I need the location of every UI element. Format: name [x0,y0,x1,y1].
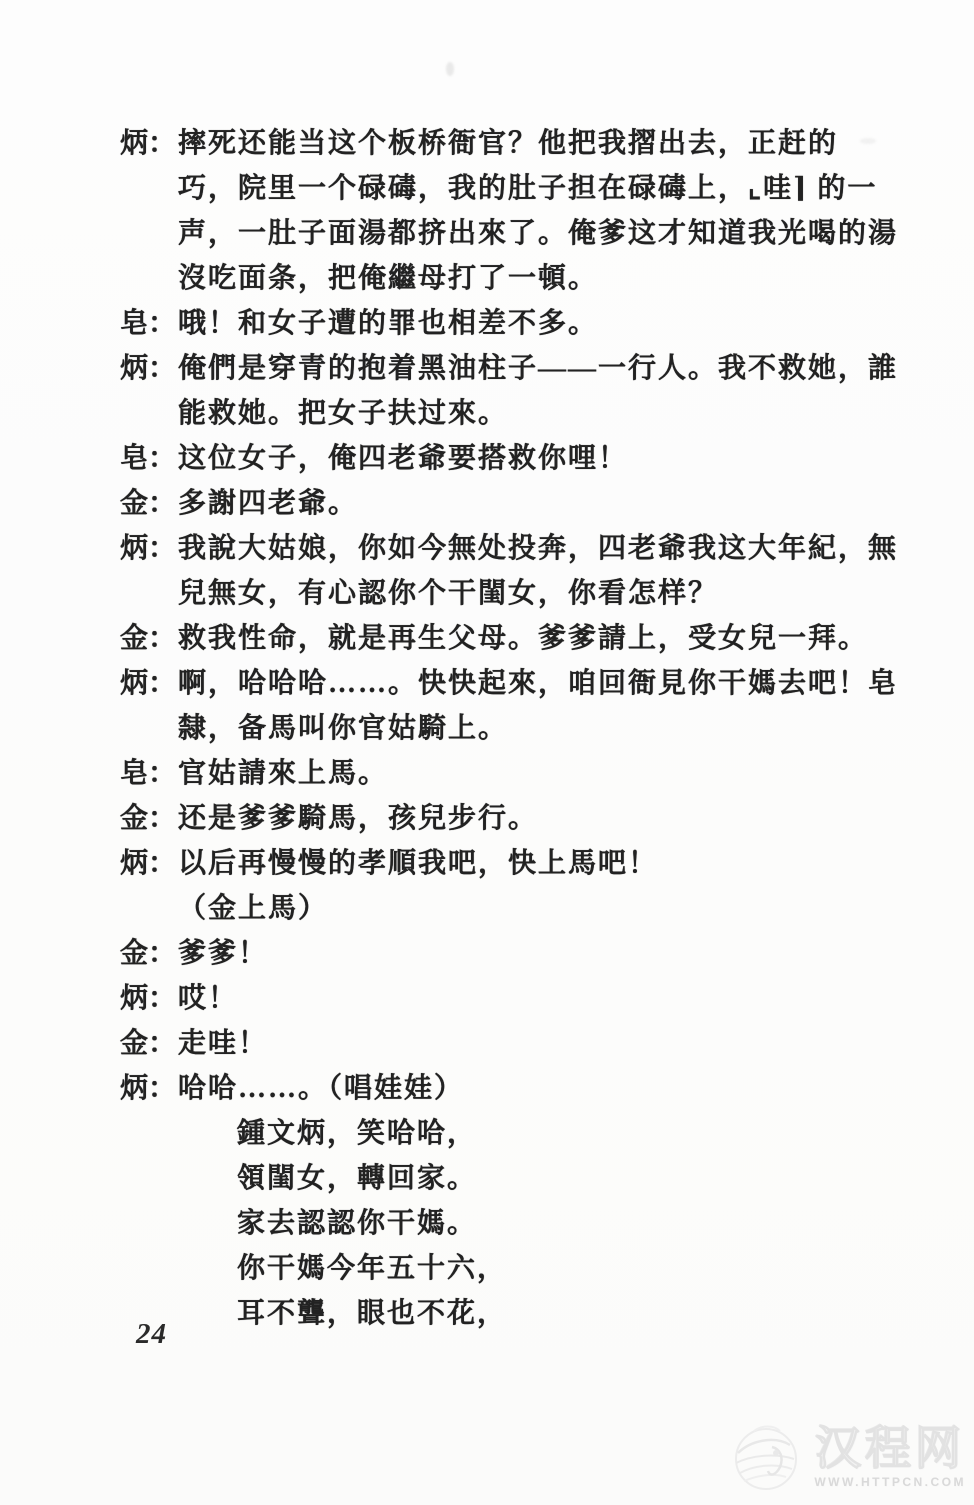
speaker-label: 金： [120,803,177,834]
dialogue-text: 我說大姑娘，你如今無处投奔，四老爺我这大年紀，無 [178,533,899,564]
hancheng-logo-icon [724,1419,810,1495]
speaker-label: 皂： [120,308,177,339]
dialogue-text: 以后再慢慢的孝順我吧，快上馬吧！ [178,848,659,879]
dialogue-text: 摔死还能当这个板桥衙官？他把我摺出去，正赶的 [178,128,839,159]
dialogue-text: 哈哈……。（唱娃娃） [178,1073,465,1104]
dialogue-line [0,1066,974,1111]
dialogue-line [0,301,974,346]
dialogue-line [0,211,974,256]
dialogue-line [0,796,974,841]
speaker-label: 金： [120,938,177,969]
dialogue-text: 俺們是穿青的抱着黑油柱子——一行人。我不救她，誰 [178,353,899,384]
script-body [0,121,974,1336]
dialogue-text: 救我性命，就是再生父母。爹爹請上，受女兒一拜。 [178,623,869,654]
dialogue-text: 这位女子，俺四老爺要搭救你哩！ [178,443,629,474]
speaker-label: 炳： [120,668,177,699]
dialogue-text: 隸，备馬叫你官姑騎上。 [178,713,509,744]
dialogue-text: 声，一肚子面湯都挤出來了。俺爹这才知道我光喝的湯 [178,218,899,249]
dialogue-text: 爹爹！ [178,938,269,969]
speaker-label: 金： [120,488,177,519]
scan-speck [446,62,454,76]
speaker-label: 炳： [120,353,177,384]
stage-direction [0,886,974,931]
song-line [0,1201,974,1246]
speaker-label: 炳： [120,128,177,159]
speaker-label: 皂： [120,758,177,789]
dialogue-line [0,571,974,616]
song-line [0,1111,974,1156]
dialogue-text: 走哇！ [178,1028,269,1059]
dialogue-line [0,166,974,211]
speaker-label: 炳： [120,1073,177,1104]
dialogue-text: 哦！和女子遭的罪也相差不多。 [178,308,599,339]
dialogue-line [0,706,974,751]
speaker-label: 金： [120,1028,177,1059]
dialogue-line [0,121,974,166]
dialogue-line [0,841,974,886]
dialogue-text: 能救她。把女子扶过來。 [178,398,509,429]
dialogue-text: 啊，哈哈哈……。快快起來，咱回衙見你干媽去吧！皂 [178,668,899,699]
dialogue-line [0,616,974,661]
dialogue-line [0,931,974,976]
watermark [724,1419,966,1495]
dialogue-line [0,391,974,436]
dialogue-text: 多謝四老爺。 [178,488,359,519]
song-line [0,1156,974,1201]
song-text: 領閨女，轉回家。 [237,1163,478,1194]
dialogue-line [0,346,974,391]
watermark-url: WWW.HTTPCN.COM [814,1475,966,1489]
page-number: 24 [136,1318,167,1350]
stage-direction-text: （金上馬） [178,893,329,924]
dialogue-line [0,436,974,481]
dialogue-line [0,751,974,796]
song-text: 家去認認你干媽。 [237,1208,478,1239]
dialogue-text: 还是爹爹騎馬，孩兒步行。 [178,803,539,834]
song-text: 你干媽今年五十六， [237,1253,508,1284]
dialogue-text: 官姑請來上馬。 [178,758,389,789]
speaker-label: 炳： [120,533,177,564]
dialogue-line [0,661,974,706]
song-line [0,1246,974,1291]
speaker-label: 炳： [120,848,177,879]
speaker-label: 炳： [120,983,177,1014]
dialogue-text: 沒吃面条，把俺繼母打了一頓。 [178,263,599,294]
song-text: 鍾文炳，笑哈哈， [237,1118,478,1149]
speaker-label: 金： [120,623,177,654]
dialogue-line [0,976,974,1021]
dialogue-line [0,256,974,301]
dialogue-line [0,526,974,571]
dialogue-text: 兒無女，有心認你个干閨女，你看怎样？ [178,578,719,609]
dialogue-line [0,481,974,526]
dialogue-line [0,1021,974,1066]
dialogue-text: 巧，院里一个碌碡，我的肚子担在碌碡上，⌞哇⌉ 的一 [178,173,878,204]
speaker-label: 皂： [120,443,177,474]
song-text: 耳不聾，眼也不花， [237,1298,508,1329]
watermark-brand: 汉程网 [815,1422,966,1474]
watermark-texts [814,1422,966,1489]
dialogue-text: 哎！ [178,983,239,1014]
